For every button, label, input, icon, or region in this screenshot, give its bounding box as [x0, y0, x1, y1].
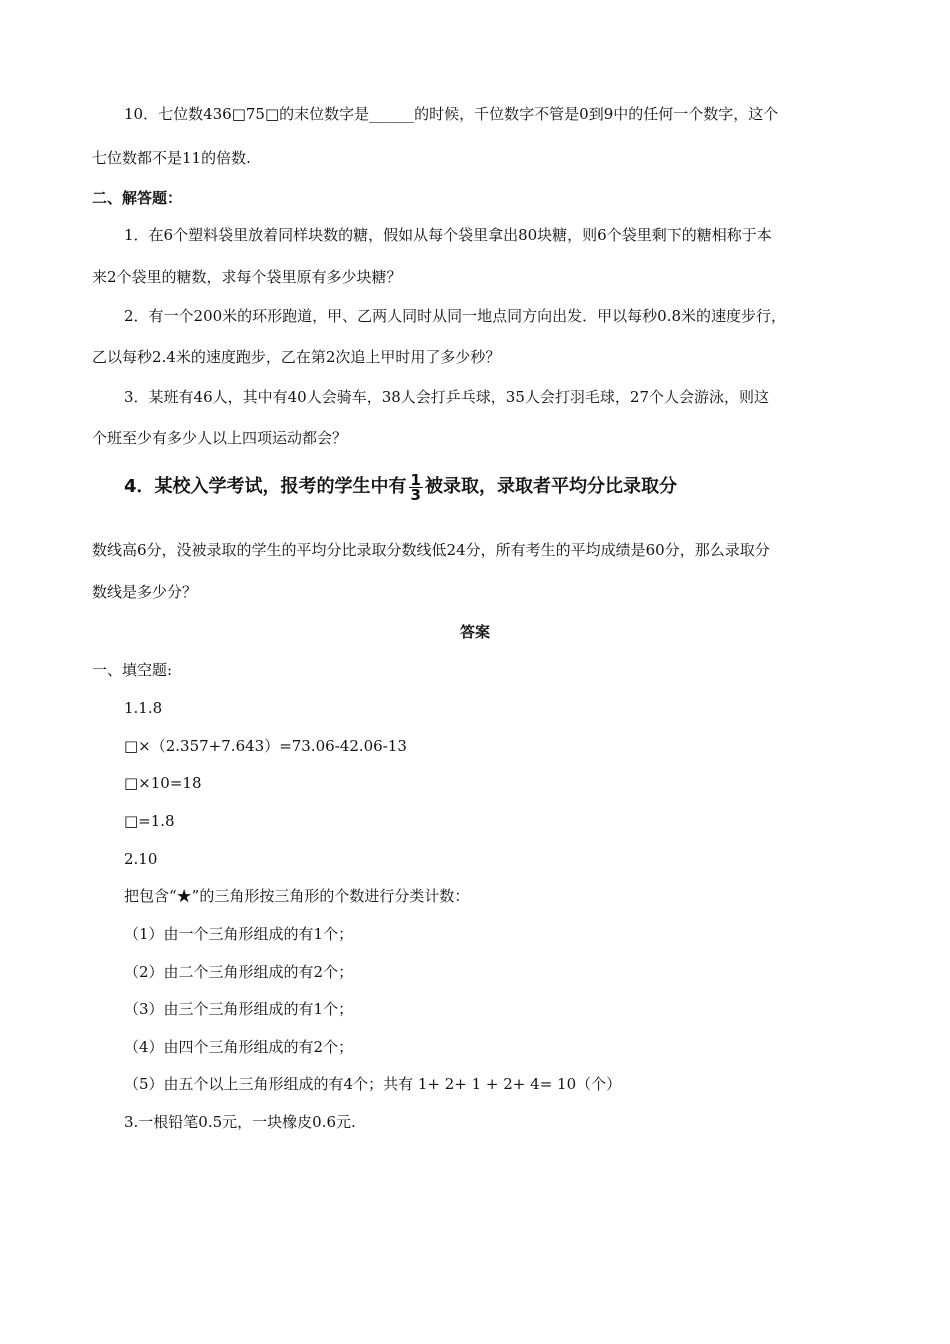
- q10-line1: 10．七位数436□75□的末位数字是______的时候，千位数字不管是0到9中的任何一个数字，这个: [124, 105, 779, 123]
- answer-2-case4: （4）由四个三角形组成的有2个；: [124, 1038, 354, 1056]
- answer-2-case1: （1）由一个三角形组成的有1个；: [124, 925, 354, 943]
- answers-section1: 一、填空题:: [92, 661, 173, 679]
- fraction-denominator: 3: [410, 485, 421, 504]
- answer-2-intro: 把包含“★”的三角形按三角形的个数进行分类计数：: [124, 887, 470, 905]
- q1-line1: 1．在6个塑料袋里放着同样块数的糖，假如从每个袋里拿出80块糖，则6个袋里剩下的糖相称于本: [124, 226, 772, 244]
- q3-line2: 个班至少有多少人以上四项运动都会？: [92, 429, 348, 447]
- q4-pre: 4．某校入学考试，报考的学生中有: [124, 476, 407, 497]
- answer-2-case3: （3）由三个三角形组成的有1个；: [124, 1000, 354, 1018]
- q4-post: 被录取，录取者平均分比录取分: [424, 476, 677, 497]
- q3-line1: 3．某班有46人，其中有40人会骑车，38人会打乒乓球，35人会打羽毛球，27个人会游泳，则这: [124, 388, 769, 406]
- section2-heading: 二、解答题：: [92, 189, 183, 207]
- answer-1-step2: □×10=18: [124, 774, 202, 792]
- fraction: [409, 470, 423, 504]
- q2-line1: 2．有一个200米的环形跑道，甲、乙两人同时从同一地点同方向出发．甲以每秒0.8米的速度步行，: [124, 307, 787, 325]
- q2-line2: 乙以每秒2.4米的速度跑步，乙在第2次追上甲时用了多少秒？: [92, 348, 501, 366]
- q10-line2: 七位数都不是11的倍数.: [92, 149, 251, 167]
- q4-line1: [124, 472, 677, 502]
- answer-2: 2.10: [124, 850, 158, 868]
- answer-1: 1.1.8: [124, 699, 163, 717]
- answers-title: 答案: [459, 623, 490, 641]
- q4-line3: 数线是多少分？: [92, 583, 198, 601]
- answer-1-step1: □×（2.357+7.643）=73.06-42.06-13: [124, 737, 407, 755]
- fraction-numerator: 1: [410, 470, 421, 489]
- answer-2-case2: （2）由二个三角形组成的有2个；: [124, 963, 354, 981]
- q4-line2: 数线高6分，没被录取的学生的平均分比录取分数线低24分，所有考生的平均成绩是60分，那么录取分: [92, 541, 770, 559]
- answer-3: 3.一根铅笔0.5元，一块橡皮0.6元.: [124, 1113, 356, 1131]
- q1-line2: 来2个袋里的糖数，求每个袋里原有多少块糖？: [92, 268, 402, 286]
- answer-2-case5: （5）由五个以上三角形组成的有4个；共有 1+ 2+ 1 + 2+ 4= 10（个）: [124, 1075, 622, 1093]
- answer-1-step3: □=1.8: [124, 812, 175, 830]
